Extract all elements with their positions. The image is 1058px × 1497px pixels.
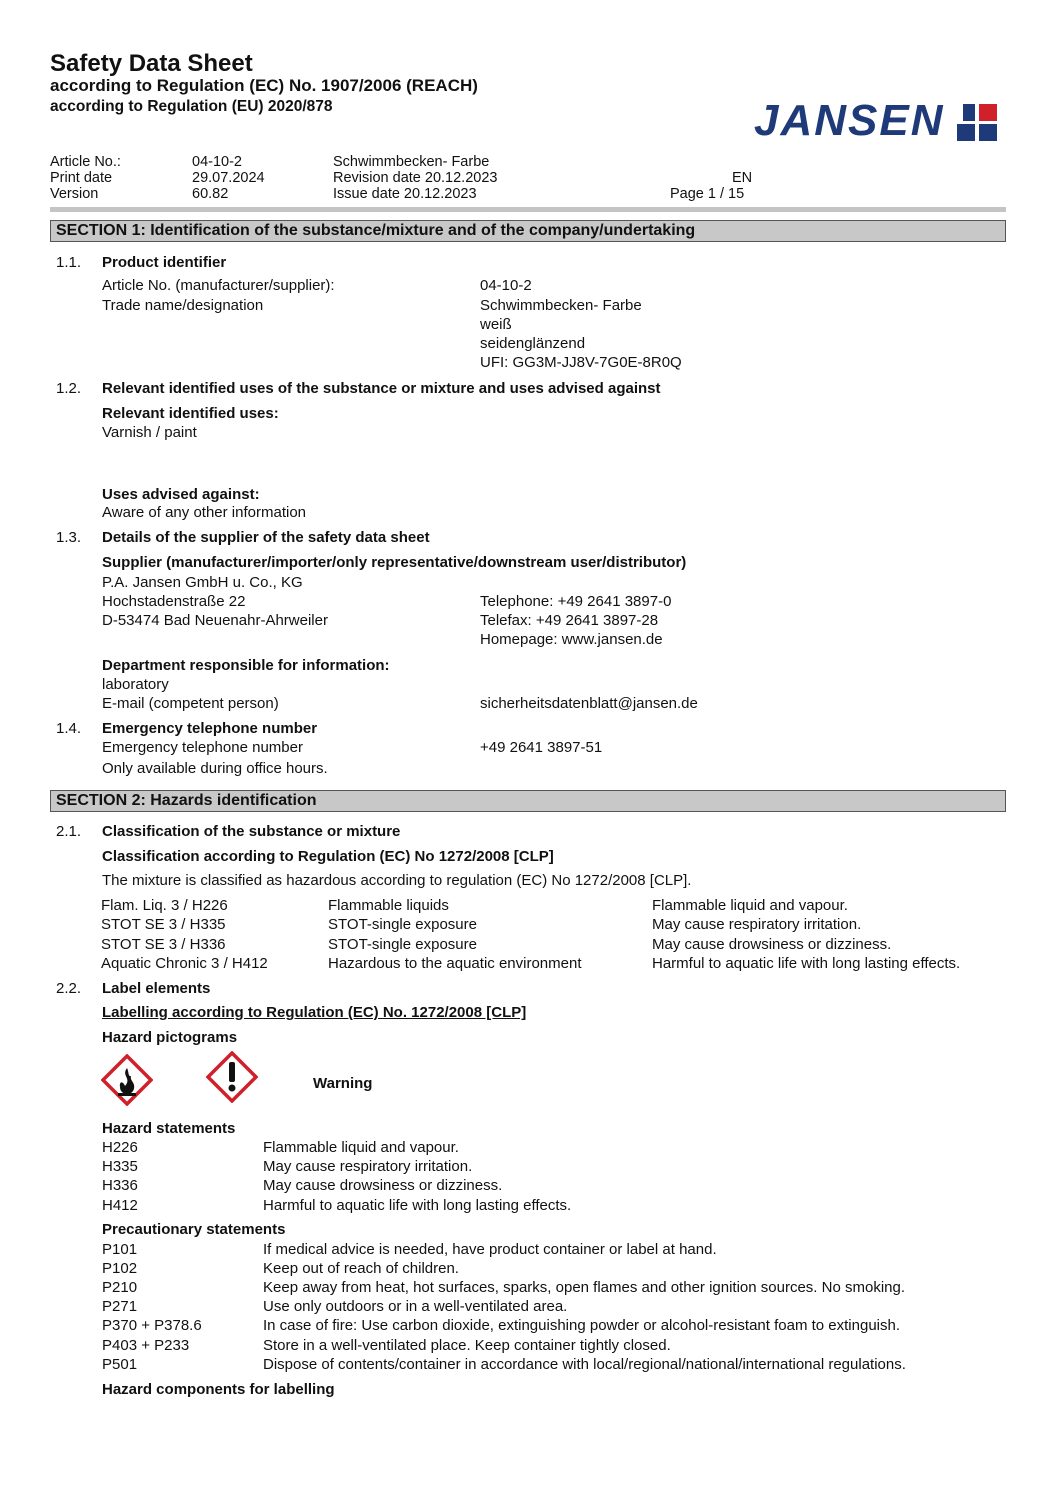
heading-supplier-details: Details of the supplier of the safety data sheet — [102, 529, 430, 546]
logo-squares-icon — [954, 102, 1002, 144]
class-desc-2: May cause respiratory irritation. — [652, 916, 862, 933]
doc-subtitle-reach: according to Regulation (EC) No. 1907/2006 (REACH) — [50, 76, 478, 95]
prec-text-2: Keep out of reach of children. — [263, 1260, 459, 1277]
uses-value: Varnish / paint — [102, 424, 197, 441]
company-name: P.A. Jansen GmbH u. Co., KG — [102, 574, 303, 591]
doc-title: Safety Data Sheet — [50, 50, 253, 77]
prec-text-1: If medical advice is needed, have product container or label at hand. — [263, 1241, 717, 1258]
revision-date: Revision date 20.12.2023 — [333, 170, 498, 186]
uses-against-label: Uses advised against: — [102, 486, 260, 503]
company-homepage: Homepage: www.jansen.de — [480, 631, 663, 648]
uses-against-value: Aware of any other information — [102, 504, 307, 521]
prec-text-3: Keep away from heat, hot surfaces, sparks, open flames and other ignition sources. No smoking. — [263, 1279, 905, 1296]
section-2-header: SECTION 2: Hazards identification — [50, 790, 1006, 812]
product-name: Schwimmbecken- Farbe — [333, 154, 490, 170]
company-street: Hochstadenstraße 22 — [102, 593, 246, 610]
section-1-header: SECTION 1: Identification of the substance/mixture and of the company/undertaking — [50, 220, 1006, 242]
trade-color-value: weiß — [480, 316, 512, 333]
department-value: laboratory — [102, 676, 169, 693]
version-label: Version — [50, 186, 99, 202]
company-city: D-53474 Bad Neuenahr-Ahrweiler — [102, 612, 328, 629]
prec-code-5: P370 + P378.6 — [102, 1317, 202, 1334]
class-cat-3: STOT-single exposure — [328, 936, 477, 953]
version-value: 60.82 — [192, 186, 229, 202]
emergency-note: Only available during office hours. — [102, 760, 328, 777]
prec-text-6: Store in a well-ventilated place. Keep container tightly closed. — [263, 1337, 671, 1354]
hazard-text-2: May cause respiratory irritation. — [263, 1158, 473, 1175]
num-2-2: 2.2. — [56, 980, 82, 997]
class-desc-1: Flammable liquid and vapour. — [652, 897, 848, 914]
hazard-code-1: H226 — [102, 1139, 138, 1156]
trade-finish-value: seidenglänzend — [480, 335, 586, 352]
company-fax: Telefax: +49 2641 3897-28 — [480, 612, 659, 629]
hazard-code-4: H412 — [102, 1197, 138, 1214]
class-desc-4: Harmful to aquatic life with long lasting effects. — [652, 955, 961, 972]
hazard-code-2: H335 — [102, 1158, 138, 1175]
prec-code-2: P102 — [102, 1260, 138, 1277]
hazard-text-1: Flammable liquid and vapour. — [263, 1139, 459, 1156]
num-1-3: 1.3. — [56, 529, 82, 546]
prec-code-1: P101 — [102, 1241, 138, 1258]
prec-text-7: Dispose of contents/container in accordance with local/regional/national/international regulations. — [263, 1356, 906, 1373]
num-1-2: 1.2. — [56, 380, 82, 397]
company-phone: Telephone: +49 2641 3897-0 — [480, 593, 672, 610]
class-code-4: Aquatic Chronic 3 / H412 — [101, 955, 268, 972]
print-date-value: 29.07.2024 — [192, 170, 265, 186]
page-number: Page 1 / 15 — [670, 186, 745, 202]
logo-text: JANSEN — [754, 96, 945, 145]
uses-label: Relevant identified uses: — [102, 405, 279, 422]
clp-text: The mixture is classified as hazardous according to regulation (EC) No 1272/2008 [CLP]. — [102, 872, 692, 889]
heading-classification: Classification of the substance or mixture — [102, 823, 401, 840]
class-cat-2: STOT-single exposure — [328, 916, 477, 933]
class-cat-4: Hazardous to the aquatic environment — [328, 955, 582, 972]
heading-emergency: Emergency telephone number — [102, 720, 318, 737]
hazard-components-label: Hazard components for labelling — [102, 1381, 335, 1398]
pictograms-label: Hazard pictograms — [102, 1029, 238, 1046]
trade-name-label: Trade name/designation — [102, 297, 264, 314]
header-divider — [50, 207, 1006, 212]
supplier-label: Supplier (manufacturer/importer/only representative/downstream user/distributor) — [102, 554, 687, 571]
article-label: Article No.: — [50, 154, 121, 170]
article-no-value: 04-10-2 — [480, 277, 532, 294]
emergency-value: +49 2641 3897-51 — [480, 739, 603, 756]
language-code: EN — [732, 170, 753, 186]
issue-date: Issue date 20.12.2023 — [333, 186, 477, 202]
prec-code-4: P271 — [102, 1298, 138, 1315]
trade-name-value: Schwimmbecken- Farbe — [480, 297, 642, 314]
jansen-logo — [754, 96, 945, 146]
flame-pictogram-icon — [101, 1054, 153, 1106]
precautionary-label: Precautionary statements — [102, 1221, 286, 1238]
email-value: sicherheitsdatenblatt@jansen.de — [480, 695, 698, 712]
class-code-2: STOT SE 3 / H335 — [101, 916, 226, 933]
prec-code-3: P210 — [102, 1279, 138, 1296]
heading-label-elements: Label elements — [102, 980, 211, 997]
article-no-label: Article No. (manufacturer/supplier): — [102, 277, 335, 294]
department-label: Department responsible for information: — [102, 657, 390, 674]
emergency-label: Emergency telephone number — [102, 739, 303, 756]
prec-code-6: P403 + P233 — [102, 1337, 190, 1354]
clp-label: Classification according to Regulation (EC) No 1272/2008 [CLP] — [102, 848, 554, 865]
hazard-text-3: May cause drowsiness or dizziness. — [263, 1177, 503, 1194]
signal-word: Warning — [313, 1075, 373, 1092]
heading-product-identifier: Product identifier — [102, 254, 227, 271]
class-cat-1: Flammable liquids — [328, 897, 449, 914]
doc-subtitle-eu: according to Regulation (EU) 2020/878 — [50, 98, 333, 115]
num-2-1: 2.1. — [56, 823, 82, 840]
class-code-3: STOT SE 3 / H336 — [101, 936, 226, 953]
email-label: E-mail (competent person) — [102, 695, 279, 712]
num-1-1: 1.1. — [56, 254, 82, 271]
hazard-text-4: Harmful to aquatic life with long lasting effects. — [263, 1197, 572, 1214]
hazard-code-3: H336 — [102, 1177, 138, 1194]
labelling-heading: Labelling according to Regulation (EC) No. 1272/2008 [CLP] — [102, 1004, 527, 1021]
ufi-value: UFI: GG3M-JJ8V-7G0E-8R0Q — [480, 354, 682, 371]
class-desc-3: May cause drowsiness or dizziness. — [652, 936, 892, 953]
prec-text-4: Use only outdoors or in a well-ventilated area. — [263, 1298, 568, 1315]
exclamation-pictogram-icon — [206, 1051, 258, 1103]
prec-code-7: P501 — [102, 1356, 138, 1373]
article-value: 04-10-2 — [192, 154, 242, 170]
prec-text-5: In case of fire: Use carbon dioxide, extinguishing powder or alcohol-resistant foam to extinguish. — [263, 1317, 901, 1334]
hazard-statements-label: Hazard statements — [102, 1120, 236, 1137]
heading-relevant-uses: Relevant identified uses of the substance or mixture and uses advised against — [102, 380, 661, 397]
num-1-4: 1.4. — [56, 720, 82, 737]
class-code-1: Flam. Liq. 3 / H226 — [101, 897, 228, 914]
print-date-label: Print date — [50, 170, 113, 186]
